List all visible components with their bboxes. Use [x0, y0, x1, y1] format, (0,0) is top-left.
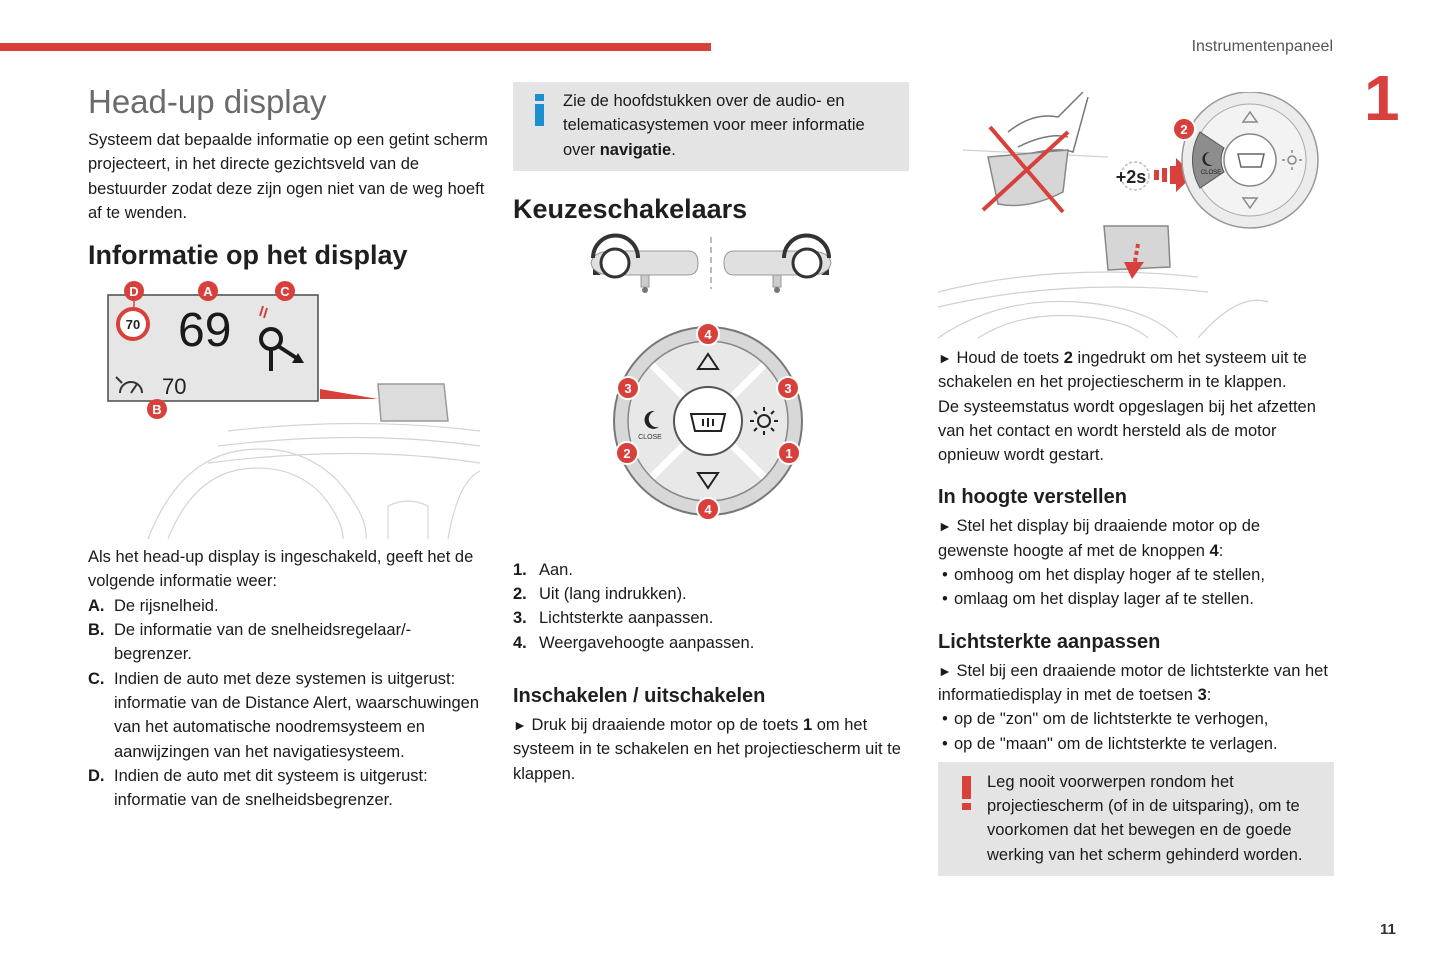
brightness-paragraph	[938, 659, 1334, 708]
hand-icon	[1008, 92, 1088, 154]
list-item: • op de "maan" om de lichtsterkte te verlagen.	[938, 732, 1334, 756]
right-stalk-icon	[724, 235, 831, 293]
item-label: 1.	[513, 560, 527, 579]
list-item	[88, 594, 488, 618]
onoff-end: om het systeem in te schakelen en het projectiescherm uit te klappen.	[513, 716, 901, 783]
height-bold: 4	[1209, 541, 1219, 560]
list-item: • omlaag om het display lager af te stellen.	[938, 587, 1334, 611]
callout-d: D	[129, 284, 139, 300]
display-intro: Als het head-up display is ingeschakeld, geeft het de volgende informatie weer:	[88, 548, 474, 591]
callout-3-left: 3	[624, 380, 632, 396]
height-heading: In hoogte verstellen	[938, 486, 1127, 509]
list-item: • op de "zon" om de lichtsterkte te verhogen,	[938, 707, 1334, 731]
brightness-text: Stel bij een draaiende motor de lichtsterkte van het informatiedisplay in met de toetsen	[938, 661, 1328, 704]
item-label: D.	[88, 766, 105, 785]
off-bold: 2	[1063, 349, 1073, 367]
item-text: Weergavehoogte aanpassen.	[539, 633, 755, 652]
onoff-paragraph	[513, 713, 909, 786]
item-label: 2.	[513, 585, 527, 604]
off-text: Houd de toets	[951, 349, 1064, 367]
info-icon	[533, 94, 545, 128]
callout-b: B	[152, 402, 162, 418]
item-text: Lichtsterkte aanpassen.	[539, 609, 714, 628]
callout-2: 2	[623, 445, 631, 461]
chapter-number: 1	[1364, 62, 1400, 134]
list-item	[88, 764, 488, 813]
warning-icon	[960, 776, 972, 810]
note-text: Zie de hoofdstukken over de audio- en telematicasystemen voor meer informatie over	[563, 92, 865, 159]
list-item	[513, 606, 909, 630]
speed-limit-value: 70	[125, 317, 141, 333]
hud-display-figure	[88, 281, 488, 539]
onoff-bold: 1	[802, 716, 813, 735]
page-title: Head-up display	[88, 83, 327, 120]
callout-3-right: 3	[784, 380, 792, 396]
item-label: 3.	[513, 609, 527, 628]
note-end: .	[671, 140, 676, 159]
item-label: A.	[88, 596, 105, 615]
status-paragraph: De systeemstatus wordt opgeslagen bij het afzetten van het contact en wordt hersteld als de motor opnieuw wordt gestart.	[938, 397, 1316, 465]
off-paragraph	[938, 346, 1334, 395]
hold-duration: +2s	[1115, 167, 1147, 187]
section-title: Instrumentenpaneel	[1191, 38, 1333, 55]
arrow-marker: ►	[938, 662, 952, 679]
note-bold: navigatie	[599, 140, 672, 159]
item-text: Indien de auto met deze systemen is uitgerust: informatie van de Distance Alert, waarschuwingen van het automatische noodremsysteem en aanwijzingen van het navigatiesysteem.	[114, 669, 480, 761]
list-item	[88, 667, 488, 764]
warning-note	[938, 762, 1334, 876]
callout-4-top: 4	[704, 326, 712, 342]
left-stalk-icon	[591, 235, 698, 293]
item-text: De informatie van de snelheidsregelaar/-begrenzer.	[114, 621, 412, 664]
callout-4-bottom: 4	[704, 501, 712, 517]
height-text: Stel het display bij draaiende motor op de gewenste hoogte af met de knoppen	[938, 517, 1261, 560]
list-item	[513, 631, 909, 655]
arrow-marker: ►	[513, 717, 527, 734]
brightness-bold: 3	[1197, 685, 1207, 704]
control-pad-figure	[513, 319, 909, 525]
callout-c: C	[280, 284, 290, 300]
onoff-heading: Inschakelen / uitschakelen	[513, 685, 766, 708]
callout-a: A	[203, 284, 213, 300]
item-label: 4.	[513, 633, 527, 652]
list-item: • omhoog om het display hoger af te stellen,	[938, 563, 1334, 587]
intro-paragraph: Systeem dat bepaalde informatie op een getint scherm projecteert, in het directe gezichtsveld van de bestuurder zodat deze zijn ogen niet van de weg hoeft af te wenden.	[88, 131, 488, 222]
cruise-value: 70	[162, 374, 187, 400]
page-number: 11	[1380, 921, 1396, 938]
info-heading: Informatie op het display	[88, 240, 408, 271]
height-paragraph	[938, 514, 1334, 563]
item-label: C.	[88, 669, 105, 688]
arrow-marker: ►	[938, 350, 952, 366]
close-label: CLOSE	[638, 433, 662, 441]
item-label: B.	[88, 621, 105, 640]
switches-heading: Keuzeschakelaars	[513, 193, 748, 224]
list-item	[513, 582, 909, 606]
column-middle	[513, 82, 909, 786]
column-left	[88, 82, 488, 812]
onoff-text: Druk bij draaiende motor op de toets	[526, 716, 803, 735]
display-info-list	[88, 594, 488, 813]
item-text: Aan.	[539, 560, 573, 579]
top-accent-bar	[0, 43, 711, 51]
list-item	[88, 618, 488, 667]
warning-text: Leg nooit voorwerpen rondom het projectiescherm (of in de uitsparing), om te voorkomen dat het bewegen en de goede werking van het scherm gehinderd worden.	[987, 772, 1303, 864]
vehicle-speed: 69	[178, 304, 232, 358]
item-text: Indien de auto met dit systeem is uitgerust: informatie van de snelheidsbegrenzer.	[114, 766, 428, 810]
list-item	[513, 558, 909, 582]
column-right	[938, 92, 1334, 876]
arrow-marker: ►	[938, 518, 952, 535]
close-label: CLOSE	[1200, 170, 1222, 176]
callout-1: 1	[785, 445, 793, 461]
brightness-end: :	[1206, 685, 1212, 704]
hud-off-figure	[938, 92, 1334, 340]
brightness-heading: Lichtsterkte aanpassen	[938, 630, 1161, 653]
navigation-info-note	[513, 82, 909, 171]
item-text: De rijsnelheid.	[114, 596, 219, 615]
off-end: ingedrukt om het systeem uit te schakelen en het projectiescherm in te klappen.	[938, 349, 1307, 392]
item-text: Uit (lang indrukken).	[539, 585, 687, 604]
steering-switches-figure	[513, 233, 909, 305]
callout-2: 2	[1180, 122, 1188, 137]
height-end: :	[1218, 541, 1224, 560]
switch-list	[513, 558, 909, 655]
